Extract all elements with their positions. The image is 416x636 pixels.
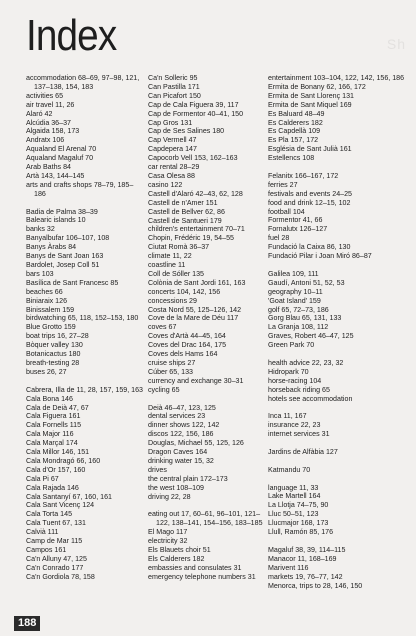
- index-entry: beaches 66: [26, 287, 63, 296]
- index-entry: Cala Santanyí 67, 160, 161: [26, 492, 112, 501]
- index-entry: Bòquer valley 130: [26, 341, 83, 350]
- index-entry: Els Blauets choir 51: [148, 546, 211, 554]
- index-entry: Es Capdellà 109: [268, 127, 321, 136]
- page-title: Index: [26, 11, 117, 60]
- index-column-3: [268, 74, 408, 599]
- index-entry: Cala Sant Vicenç 124: [26, 501, 95, 510]
- index-entry: drives: [148, 465, 167, 474]
- index-entry: Cap de Ses Salines 180: [148, 127, 225, 136]
- index-entry: dental services 23: [148, 412, 206, 421]
- index-entry: Gaudí, Antoni 51, 52, 53: [268, 278, 345, 287]
- index-entry: Cala Figuera 161: [26, 412, 81, 421]
- index-entry: Cap Gros 131: [148, 118, 193, 127]
- index-entry: Cabrera, Illa de 11, 28, 157, 159, 163: [26, 385, 143, 394]
- index-letter-group: [148, 74, 266, 395]
- index-entry: eating out 17, 60–61, 96–101, 121–122, 138–141, 154–156, 183–185: [148, 510, 263, 528]
- index-entry: Es Pla 157, 172: [268, 136, 319, 145]
- index-entry: Katmandu 70: [268, 465, 311, 474]
- index-entry: Es Calderers 182: [268, 118, 323, 127]
- index-entry: Biniaraix 126: [26, 296, 68, 305]
- index-letter-group: [148, 510, 266, 581]
- index-entry: Binissalem 159: [26, 305, 75, 314]
- index-entry: internet services 31: [268, 430, 330, 439]
- index-entry: Cala Rajada 146: [26, 483, 79, 492]
- index-entry: Gorg Blau 65, 131, 133: [268, 314, 342, 323]
- index-entry: Bardolet, Josep Coll 51: [26, 261, 100, 270]
- index-entry: arts and crafts shops 78–79, 185–186: [26, 180, 134, 198]
- index-entry: Castell de n'Amer 151: [148, 198, 218, 207]
- index-entry: entertainment 103–104, 122, 142, 156, 186: [268, 74, 405, 82]
- index-entry: coastline 11: [148, 261, 186, 270]
- index-entry: health advice 22, 23, 32: [268, 358, 344, 367]
- index-entry: Cala Pi 67: [26, 474, 59, 483]
- index-entry: coves 67: [148, 323, 177, 332]
- index-entry: horse-racing 104: [268, 376, 322, 385]
- index-letter-group: [148, 404, 266, 502]
- index-entry: La Llotja 74–75, 90: [268, 501, 329, 510]
- index-entry: Basílica de Sant Francesc 85: [26, 278, 119, 287]
- index-letter-group: [26, 74, 144, 199]
- index-entry: Campos 161: [26, 546, 67, 554]
- index-entry: Banys Àrabs 84: [26, 243, 77, 252]
- index-entry: Camp de Mar 115: [26, 537, 83, 546]
- index-entry: activities 65: [26, 91, 64, 100]
- index-letter-group: [26, 386, 144, 582]
- index-entry: Coves d'Artà 44–45, 164: [148, 332, 226, 341]
- index-entry: Cala Millor 146, 151: [26, 448, 90, 457]
- index-entry: Fundació la Caixa 86, 130: [268, 243, 351, 252]
- index-entry: Calvià 111: [26, 528, 59, 537]
- index-entry: Cala Tuent 67, 131: [26, 519, 86, 528]
- index-entry: Arab Baths 84: [26, 163, 71, 172]
- index-entry: accommodation 68–69, 97–98, 121, 137–138, 154, 183: [26, 74, 140, 91]
- index-entry: Cap de Cala Figuera 39, 117: [148, 100, 239, 109]
- index-entry: bars 103: [26, 269, 54, 278]
- index-entry: Formentor 41, 66: [268, 216, 323, 225]
- index-entry: Botanicactus 180: [26, 350, 81, 359]
- index-entry: Ermita de Bonany 62, 166, 172: [268, 82, 366, 91]
- index-entry: Douglas, Michael 55, 125, 126: [148, 439, 244, 448]
- index-entry: Graves, Robert 46–47, 125: [268, 332, 354, 341]
- index-entry: climate 11, 22: [148, 252, 192, 261]
- footer: [0, 614, 416, 636]
- index-entry: Castell de Santueri 179: [148, 216, 222, 225]
- index-entry: Cala Major 116: [26, 430, 74, 439]
- index-entry: food and drink 12–15, 102: [268, 198, 351, 207]
- index-entry: cruise ships 27: [148, 359, 196, 367]
- index-entry: Manacor 11, 168–169: [268, 554, 337, 563]
- index-entry: Es Baluard 48–49: [268, 109, 325, 118]
- index-entry: Marivent 116: [268, 563, 309, 572]
- index-entry: Colònia de Sant Jordi 161, 163: [148, 278, 246, 287]
- index-entry: discos 122, 156, 186: [148, 430, 214, 439]
- index-entry: children's entertainment 70–71: [148, 225, 245, 234]
- index-entry: electricity 32: [148, 537, 188, 546]
- index-entry: dinner shows 122, 142: [148, 421, 220, 430]
- index-entry: Ermita de Sant Miquel 169: [268, 100, 352, 109]
- index-entry: car rental 28–29: [148, 163, 200, 172]
- index-entry: Cúber 65, 133: [148, 367, 193, 376]
- index-entry: Andratx 106: [26, 136, 65, 145]
- index-entry: Cala Torta 145: [26, 510, 73, 519]
- index-entry: Coves dels Hams 164: [148, 350, 218, 359]
- index-letter-group: [268, 359, 408, 404]
- index-entry: Cap Vermell 47: [148, 136, 197, 145]
- index-entry: air travel 11, 26: [26, 100, 75, 109]
- index-entry: currency and exchange 30–31: [148, 376, 244, 385]
- index-entry: banks 32: [26, 225, 55, 234]
- index-entry: Banys de Sant Joan 163: [26, 252, 104, 261]
- index-entry: Lluc 50–51, 123: [268, 510, 319, 519]
- index-entry: Hidropark 70: [268, 367, 309, 376]
- index-letter-group: [268, 412, 408, 439]
- index-letter-group: [268, 466, 408, 475]
- index-entry: Llucmajor 168, 173: [268, 519, 329, 528]
- index-entry: Dragon Caves 164: [148, 448, 208, 457]
- index-entry: driving 22, 28: [148, 492, 191, 501]
- index-entry: Menorca, trips to 28, 146, 150: [268, 581, 363, 590]
- index-entry: Deià 46–47, 123, 125: [148, 403, 216, 412]
- index-entry: embassies and consulates 31: [148, 563, 242, 572]
- index-entry: Cove de la Mare de Déu 117: [148, 314, 239, 323]
- index-entry: Jardins de Alfàbia 127: [268, 447, 338, 456]
- index-entry: Llull, Ramón 85, 176: [268, 528, 334, 537]
- index-letter-group: [26, 208, 144, 377]
- index-entry: Ca'n Alluny 47, 125: [26, 554, 87, 563]
- index-entry: Costa Nord 55, 125–126, 142: [148, 305, 242, 314]
- index-entry: concessions 29: [148, 296, 197, 305]
- index-entry: hotels see accommodation: [268, 394, 353, 403]
- index-entry: cycling 65: [148, 385, 180, 394]
- index-entry: Aqualand Magaluf 70: [26, 154, 94, 163]
- index-entry: buses 26, 27: [26, 367, 67, 376]
- index-entry: Aqualand El Arenal 70: [26, 145, 97, 154]
- index-entry: Green Park 70: [268, 341, 315, 350]
- index-entry: markets 19, 76–77, 142: [268, 572, 343, 581]
- index-entry: Can Pastilla 171: [148, 82, 200, 91]
- index-entry: Blue Grotto 159: [26, 323, 76, 332]
- index-entry: Chopin, Frédéric 19, 54–55: [148, 234, 234, 243]
- index-letter-group: [268, 484, 408, 537]
- index-entry: the west 108–109: [148, 483, 205, 492]
- index-entry: Casa Olesa 88: [148, 171, 195, 180]
- index-entry: Alcúdia 36–37: [26, 118, 71, 127]
- index-entry: Coves del Drac 164, 175: [148, 341, 227, 350]
- index-entry: Artà 143, 144–145: [26, 171, 85, 180]
- index-entry: boat trips 16, 27–28: [26, 332, 89, 341]
- index-letter-group: [268, 172, 408, 261]
- index-entry: Castell d'Alaró 42–43, 62, 128: [148, 189, 243, 198]
- index-letter-group: [268, 270, 408, 350]
- index-entry: Cap de Formentor 40–41, 150: [148, 109, 244, 118]
- index-entry: fuel 28: [268, 234, 290, 243]
- index-entry: golf 65, 72–73, 186: [268, 305, 329, 314]
- index-entry: El Mago 117: [148, 528, 188, 537]
- index-entry: Església de Sant Julià 161: [268, 145, 352, 154]
- index-entry: the central plain 172–173: [148, 474, 228, 483]
- watermark-text: Sh: [386, 36, 406, 52]
- index-letter-group: [268, 448, 408, 457]
- index-entry: Galilea 109, 111: [268, 269, 319, 278]
- index-letter-group: [268, 546, 408, 591]
- index-entry: Ermita de Sant Llorenç 131: [268, 91, 354, 100]
- page-number: 188: [14, 616, 40, 631]
- index-entry: football 104: [268, 207, 305, 216]
- index-entry: Ciutat Romà 36–37: [148, 243, 210, 252]
- index-entry: horseback riding 65: [268, 385, 330, 394]
- index-entry: Felanitx 166–167, 172: [268, 171, 339, 180]
- index-entry: Els Calderers 182: [148, 554, 205, 563]
- index-entry: casino 122: [148, 180, 183, 189]
- index-entry: Ca'n Conrado 177: [26, 563, 84, 572]
- index-entry: birdwatching 65, 118, 152–153, 180: [26, 314, 139, 323]
- index-entry: Banyalbufar 106–107, 108: [26, 234, 110, 243]
- index-entry: Coll de Sóller 135: [148, 269, 204, 278]
- index-entry: Cala Marçal 174: [26, 439, 78, 448]
- index-entry: Fornalutx 126–127: [268, 225, 328, 234]
- index-entry: ferries 27: [268, 180, 298, 189]
- index-entry: Estellencs 108: [268, 154, 315, 163]
- index-entry: geography 10–11: [268, 287, 323, 296]
- index-entry: Can Picafort 150: [148, 91, 201, 100]
- index-entry: concerts 104, 142, 156: [148, 287, 221, 296]
- index-letter-group: [268, 74, 408, 163]
- index-entry: Castell de Bellver 62, 86: [148, 207, 225, 216]
- index-entry: drinking water 15, 32: [148, 456, 214, 465]
- index-entry: Cala Fornells 115: [26, 421, 82, 430]
- index-entry: Badia de Palma 38–39: [26, 207, 98, 216]
- index-entry: Cala d'Or 157, 160: [26, 465, 86, 474]
- index-entry: Cala Bona 146: [26, 394, 73, 403]
- index-entry: La Granja 108, 112: [268, 323, 329, 332]
- index-entry: breath-testing 28: [26, 358, 80, 367]
- index-entry: festivals and events 24–25: [268, 189, 352, 198]
- index-entry: Ca'n Gordiola 78, 158: [26, 572, 95, 581]
- index-entry: Inca 11, 167: [268, 412, 307, 421]
- index-entry: language 11, 33: [268, 483, 319, 492]
- index-column-2: [148, 74, 266, 591]
- index-entry: Lake Martell 164: [268, 492, 321, 501]
- index-entry: Fundació Pilar i Joan Miró 86–87: [268, 252, 372, 261]
- index-entry: Magaluf 38, 39, 114–115: [268, 545, 346, 554]
- index-entry: Cala de Deià 47, 67: [26, 403, 89, 412]
- index-entry: Algaida 158, 173: [26, 127, 80, 136]
- index-column-1: [26, 74, 144, 591]
- index-entry: 'Goat Island' 159: [268, 296, 321, 305]
- index-entry: insurance 22, 23: [268, 421, 321, 430]
- index-entry: Cala Mondragó 66, 160: [26, 456, 101, 465]
- index-entry: Capdepera 147: [148, 145, 197, 154]
- index-entry: Capocorb Vell 153, 162–163: [148, 154, 238, 163]
- index-entry: emergency telephone numbers 31: [148, 572, 256, 581]
- index-entry: Ca'n Solleric 95: [148, 74, 198, 82]
- index-entry: Alaró 42: [26, 109, 53, 118]
- index-entry: Balearic islands 10: [26, 216, 86, 225]
